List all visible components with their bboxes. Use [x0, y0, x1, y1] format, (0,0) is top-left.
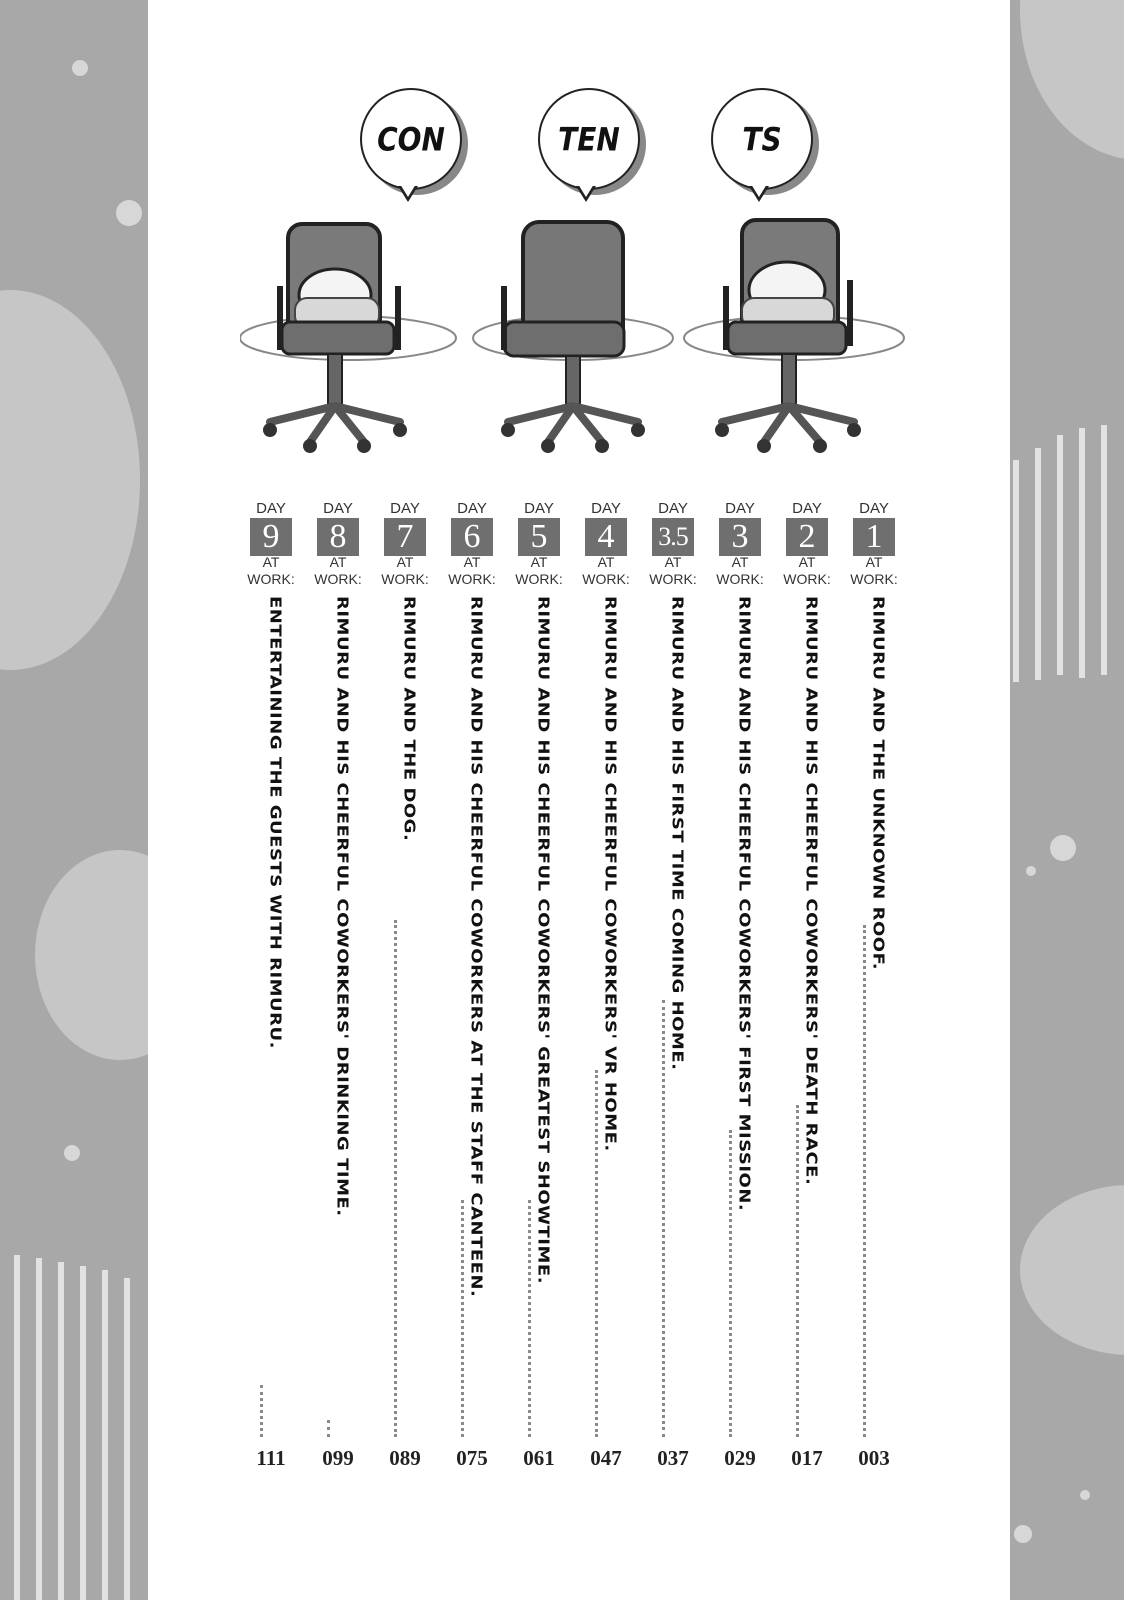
- page-number: 003: [858, 1446, 890, 1470]
- at-work-label: AT WORK:: [247, 554, 295, 587]
- day-label: DAY: [390, 500, 420, 517]
- left-stripe: [102, 1270, 108, 1600]
- dotted-leader: [327, 1420, 330, 1437]
- page-number: 061: [523, 1446, 555, 1470]
- heading-ten: TEN: [558, 120, 620, 158]
- right-blob-bottom: [1020, 1185, 1124, 1355]
- chapter-title: RIMURU AND HIS FIRST TIME COMING HOME.: [668, 596, 687, 1071]
- right-dot: [1050, 835, 1076, 861]
- contents-entry-day-9[interactable]: [246, 500, 296, 1510]
- right-dot: [1080, 1490, 1090, 1500]
- left-dot: [64, 1145, 80, 1161]
- left-stripe: [36, 1258, 42, 1600]
- dotted-leader: [528, 1200, 531, 1437]
- dotted-leader: [863, 925, 866, 1437]
- dotted-leader: [662, 1000, 665, 1437]
- right-dot: [1026, 866, 1036, 876]
- contents-entry-day-2[interactable]: [782, 500, 832, 1510]
- day-number: 2: [786, 518, 828, 556]
- at-work-label: AT WORK:: [850, 554, 898, 587]
- dotted-leader: [461, 1200, 464, 1437]
- dotted-leader: [796, 1105, 799, 1437]
- day-label: DAY: [792, 500, 822, 517]
- at-work-label: AT WORK:: [649, 554, 697, 587]
- left-stripe: [80, 1266, 86, 1600]
- chapter-title: ENTERTAINING THE GUESTS WITH RIMURU.: [266, 596, 285, 1049]
- day-label: DAY: [256, 500, 286, 517]
- at-work-label: AT WORK:: [783, 554, 831, 587]
- heading-bubble-con: [360, 88, 462, 190]
- right-stripe: [1013, 460, 1019, 682]
- day-number: 9: [250, 518, 292, 556]
- day-label: DAY: [457, 500, 487, 517]
- left-blob-top: [0, 290, 140, 670]
- page-number: 075: [456, 1446, 488, 1470]
- at-work-label: AT WORK:: [381, 554, 429, 587]
- chapter-title: RIMURU AND HIS CHEERFUL COWORKERS' FIRST MISSION.: [735, 596, 754, 1212]
- day-label: DAY: [859, 500, 889, 517]
- left-dot: [116, 200, 142, 226]
- contents-entry-day-1[interactable]: [849, 500, 899, 1510]
- day-label: DAY: [725, 500, 755, 517]
- heading-bubble-ts: [711, 88, 813, 190]
- day-number: 5: [518, 518, 560, 556]
- day-number: 1: [853, 518, 895, 556]
- day-label: DAY: [524, 500, 554, 517]
- day-number: 3.5: [652, 518, 694, 556]
- right-decorative-margin: [1010, 0, 1124, 1600]
- at-work-label: AT WORK:: [515, 554, 563, 587]
- right-dot: [1014, 1525, 1032, 1543]
- dotted-leader: [595, 1070, 598, 1437]
- contents-entry-day-7[interactable]: [380, 500, 430, 1510]
- heading-ts: TS: [742, 120, 782, 158]
- chapter-title: RIMURU AND HIS CHEERFUL COWORKERS AT THE STAFF CANTEEN.: [467, 596, 486, 1298]
- right-stripe: [1035, 448, 1041, 680]
- left-dot: [72, 60, 88, 76]
- left-stripe: [14, 1255, 20, 1600]
- page-number: 029: [724, 1446, 756, 1470]
- contents-entry-day-3[interactable]: [715, 500, 765, 1510]
- chapter-title: RIMURU AND HIS CHEERFUL COWORKERS' DEATH RACE.: [802, 596, 821, 1186]
- page-number: 017: [791, 1446, 823, 1470]
- right-stripe: [1057, 435, 1063, 675]
- day-label: DAY: [658, 500, 688, 517]
- office-chairs-illustration: [240, 210, 920, 460]
- right-stripe: [1101, 425, 1107, 675]
- chapter-title: RIMURU AND HIS CHEERFUL COWORKERS' GREATEST SHOWTIME.: [534, 596, 553, 1285]
- right-blob-top: [1020, 0, 1124, 160]
- chair-left: [240, 224, 456, 453]
- chair-right: [684, 220, 904, 453]
- chapter-title: RIMURU AND THE UNKNOWN ROOF.: [869, 596, 888, 971]
- day-number: 3: [719, 518, 761, 556]
- contents-entry-day-5[interactable]: [514, 500, 564, 1510]
- page-number: 089: [389, 1446, 421, 1470]
- chair-middle: [473, 222, 673, 453]
- day-number: 4: [585, 518, 627, 556]
- chapter-title: RIMURU AND HIS CHEERFUL COWORKERS' DRINKING TIME.: [333, 596, 352, 1217]
- at-work-label: AT WORK:: [448, 554, 496, 587]
- at-work-label: AT WORK:: [582, 554, 630, 587]
- contents-entry-day-3-5[interactable]: [648, 500, 698, 1510]
- right-stripe: [1079, 428, 1085, 678]
- left-stripe: [58, 1262, 64, 1600]
- day-number: 7: [384, 518, 426, 556]
- contents-entry-day-6[interactable]: [447, 500, 497, 1510]
- left-blob-middle: [35, 850, 148, 1060]
- day-number: 6: [451, 518, 493, 556]
- left-stripe: [124, 1278, 130, 1600]
- dotted-leader: [260, 1385, 263, 1437]
- page-number: 047: [590, 1446, 622, 1470]
- day-label: DAY: [591, 500, 621, 517]
- at-work-label: AT WORK:: [314, 554, 362, 587]
- page-number: 111: [256, 1446, 286, 1470]
- chapter-title: RIMURU AND HIS CHEERFUL COWORKERS' VR HOME.: [601, 596, 620, 1152]
- at-work-label: AT WORK:: [716, 554, 764, 587]
- page-number: 099: [322, 1446, 354, 1470]
- contents-page: [148, 0, 1010, 1600]
- left-decorative-margin: [0, 0, 148, 1600]
- contents-entry-day-8[interactable]: [313, 500, 363, 1510]
- page-number: 037: [657, 1446, 689, 1470]
- dotted-leader: [729, 1130, 732, 1437]
- dotted-leader: [394, 920, 397, 1437]
- day-label: DAY: [323, 500, 353, 517]
- heading-con: CON: [377, 120, 445, 158]
- chapter-title: RIMURU AND THE DOG.: [400, 596, 419, 842]
- day-number: 8: [317, 518, 359, 556]
- heading-bubble-ten: [538, 88, 640, 190]
- contents-entry-day-4[interactable]: [581, 500, 631, 1510]
